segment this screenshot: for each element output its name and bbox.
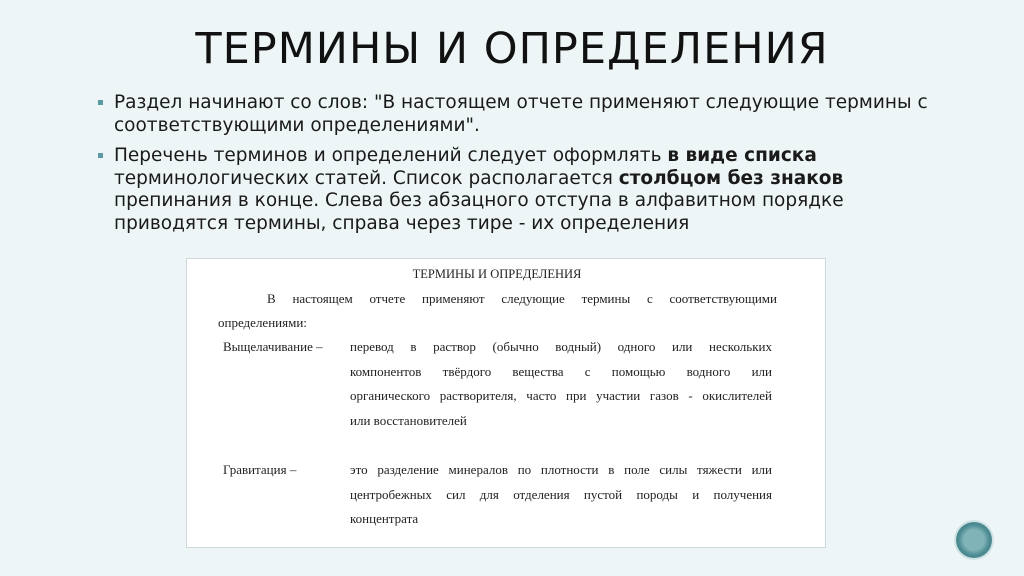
doc-term: Выщелачивание – xyxy=(223,339,323,354)
doc-title: ТЕРМИНЫ И ОПРЕДЕЛЕНИЯ xyxy=(412,267,582,281)
doc-term: Гравитация – xyxy=(223,462,297,477)
bullet-text: препинания в конце. Слева без абзацного отступа в алфавитном порядке приводятся термины, справа через тире - их определения xyxy=(114,190,844,234)
doc-definition-line: центробежных сил для отделения пустой породы и получения xyxy=(350,486,772,502)
bullet-item xyxy=(98,92,928,137)
doc-definition xyxy=(350,335,772,433)
bullet-marker-icon xyxy=(98,153,103,158)
circle-logo-icon xyxy=(956,522,992,558)
document-example-image xyxy=(186,258,826,548)
bullet-text: терминологических статей. Список располагается xyxy=(114,167,619,189)
doc-intro-line: В настоящем отчете применяют следующие термины с соответствующими xyxy=(267,291,777,306)
doc-definition-line: компонентов твёрдого вещества с помощью водного или xyxy=(350,363,772,379)
slide-title: ТЕРМИНЫ И ОПРЕДЕЛЕНИЯ xyxy=(195,24,829,74)
bullet-text: Перечень терминов и определений следует оформлять xyxy=(114,145,668,166)
bullet-bold-text: в виде списка xyxy=(667,145,817,166)
doc-definition xyxy=(350,458,772,532)
doc-definition-line: перевод в раствор (обычно водный) одного или нескольких xyxy=(350,339,772,354)
bullet-bold-text: столбцом без знаков xyxy=(618,167,844,189)
bullet-marker-icon xyxy=(98,100,103,105)
bullet-item xyxy=(98,145,928,235)
doc-definition-line: или восстановителей xyxy=(350,412,467,428)
doc-intro-line: определениями: xyxy=(218,315,307,330)
doc-definition-line: концентрата xyxy=(350,511,419,526)
doc-definition-line: это разделение минералов по плотности в поле силы тяжести или xyxy=(350,462,772,477)
doc-definition-line: органического растворителя, часто при участии газов - окислителей xyxy=(350,388,772,403)
bullet-list xyxy=(98,92,928,243)
bullet-text: Раздел начинают со слов: "В настоящем отчете применяют следующие термины с соответствующими определениями". xyxy=(114,92,928,136)
